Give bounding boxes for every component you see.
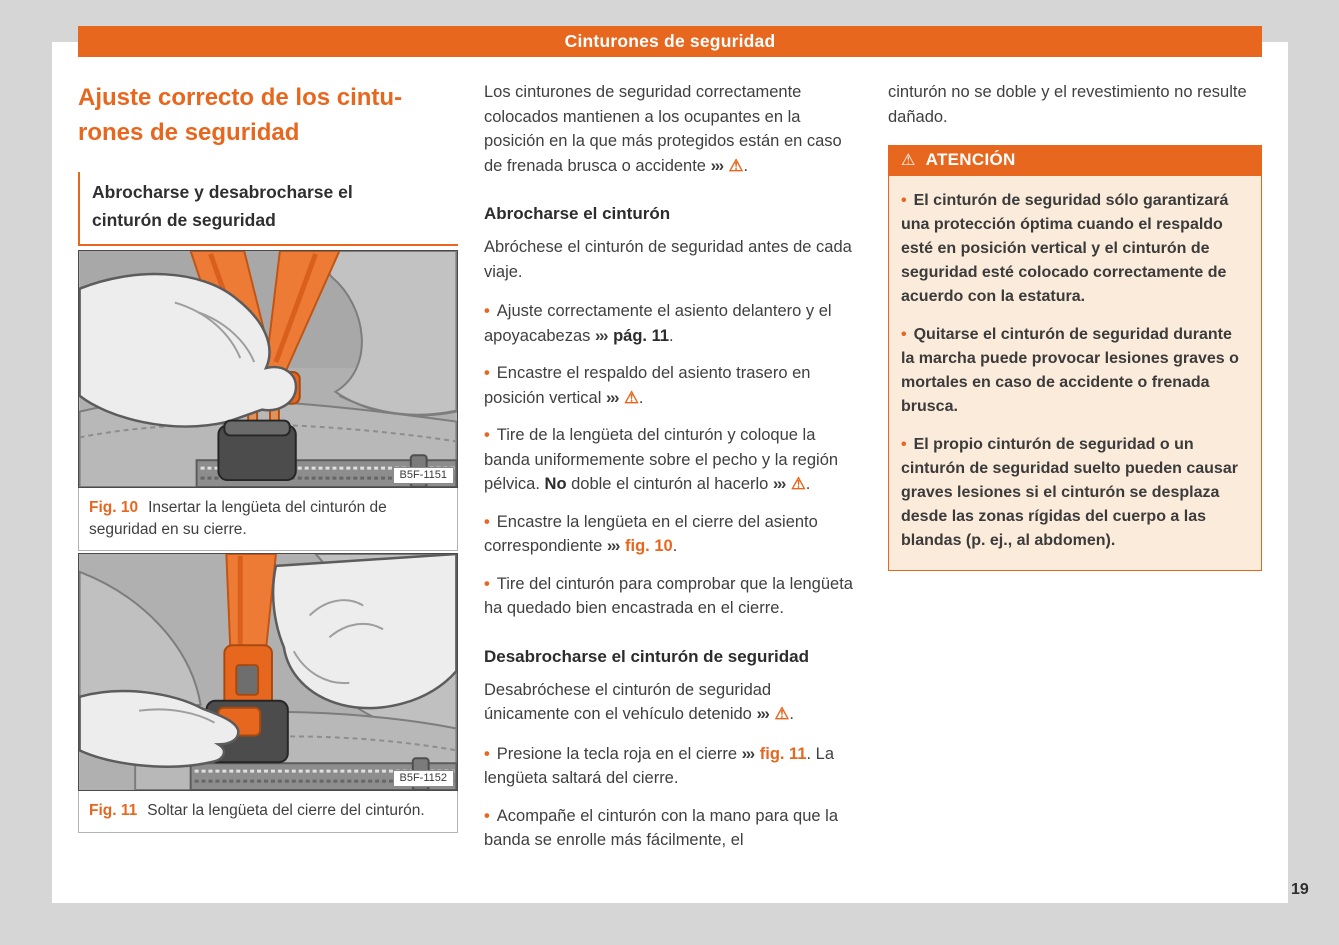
text-run: Acompañe el cinturón con la mano para que la banda se enrolle más fácilmente, el	[484, 806, 838, 849]
right-column	[888, 80, 1262, 571]
attention-item-text: El cinturón de seguridad sólo garantizará una protección óptima cuando el respaldo esté en posición vertical y el cinturón de seguridad esté colocado correctamente de acuerdo con la estatura.	[901, 192, 1229, 305]
text-run: .	[672, 537, 678, 555]
bullet-item	[484, 299, 857, 348]
page-title-line1: Ajuste correcto de los cintu-	[78, 84, 403, 111]
section-heading-line1: Abrocharse y desabrocharse el	[92, 182, 353, 202]
text-run: .	[789, 705, 794, 723]
warning-icon: ⚠	[624, 388, 639, 407]
cross-ref-arrow-icon: ›››	[741, 744, 757, 763]
figure-11-caption	[78, 791, 458, 833]
figure-reference-link[interactable]: fig. 10	[625, 537, 673, 555]
text-run: Ajuste correctamente el asiento delantero y el apoyacabezas	[484, 302, 832, 345]
cross-ref-arrow-icon: ›››	[772, 475, 788, 493]
figure-11	[78, 553, 458, 833]
warning-icon: ⚠	[728, 156, 744, 175]
bullet-icon: •	[484, 744, 490, 763]
attention-item	[901, 189, 1249, 309]
attention-box	[888, 145, 1262, 571]
figure-10-caption	[78, 488, 458, 551]
bullet-icon: •	[484, 806, 490, 825]
text-run: . La lengüeta saltará del cierre.	[484, 744, 835, 787]
figure-11-label: Fig. 11	[89, 802, 138, 819]
cross-ref-arrow-icon: ›››	[605, 388, 622, 407]
bullet-icon: •	[484, 302, 490, 320]
bullet-item	[484, 804, 857, 853]
cross-ref-arrow-icon: ›››	[710, 156, 726, 175]
bullet-icon: •	[484, 364, 490, 382]
text-run: .	[638, 388, 644, 407]
text-run: .	[669, 326, 674, 345]
bullet-icon: •	[484, 426, 490, 444]
bullet-item	[484, 742, 857, 791]
warning-icon: ⚠	[791, 475, 806, 493]
text-run: .	[743, 156, 749, 175]
middle-column	[484, 80, 857, 866]
figure-11-illustration	[78, 553, 458, 791]
paragraph	[484, 235, 857, 284]
figure-10-label: Fig. 10	[89, 499, 139, 516]
page-title	[78, 80, 458, 150]
bullet-item	[484, 572, 857, 621]
warning-triangle-icon: ⚠	[901, 152, 916, 169]
figure-10-illustration	[78, 250, 458, 488]
figure-11-caption-text: Soltar la lengüeta del cierre del cinturón.	[147, 802, 425, 819]
text-run: Presione la tecla roja en el cierre	[496, 744, 742, 763]
bold-text: No	[544, 475, 567, 493]
figure-reference-link[interactable]: fig. 11	[759, 744, 807, 763]
paragraph	[484, 80, 857, 178]
subsection-heading: Desabrocharse el cinturón de seguridad	[484, 646, 809, 666]
continuation-paragraph: cinturón no se doble y el revestimiento no resulte dañado.	[888, 83, 1247, 126]
page-title-line2: rones de seguridad	[78, 119, 300, 146]
text-run: Tire del cinturón para comprobar que la lengüeta ha quedado bien encastrada en el cierre.	[484, 574, 853, 617]
figure-10-code: B5F-1151	[393, 467, 455, 484]
warning-icon: ⚠	[774, 705, 790, 723]
subsection-heading: Abrocharse el cinturón	[484, 204, 671, 223]
section-heading	[78, 172, 458, 246]
cross-ref-arrow-icon: ›››	[606, 537, 622, 555]
belt-buckle-insert-illustration	[79, 251, 457, 487]
page-number: 19	[1291, 881, 1309, 898]
figure-11-code: B5F-1152	[393, 770, 455, 787]
text-run: .	[805, 475, 811, 493]
text-run: Encastre la lengüeta en el cierre del asiento correspondiente	[484, 512, 818, 555]
bullet-icon: •	[901, 436, 907, 453]
attention-list	[889, 176, 1261, 570]
section-heading-line2: cinturón de seguridad	[92, 210, 276, 230]
bullet-icon: •	[484, 574, 490, 593]
belt-buckle-release-illustration	[79, 554, 457, 790]
attention-title: ATENCIÓN	[925, 150, 1016, 169]
left-column	[78, 80, 458, 819]
attention-item	[901, 433, 1249, 553]
bullet-item	[484, 510, 857, 559]
bullet-item	[484, 423, 857, 497]
chapter-banner-title: Cinturones de seguridad	[564, 31, 776, 51]
text-run: Encastre el respaldo del asiento trasero en posición vertical	[484, 364, 811, 407]
text-run: Desabróchese el cinturón de seguridad únicamente con el vehículo detenido	[484, 680, 772, 723]
bullet-icon: •	[901, 326, 907, 343]
figure-10	[78, 250, 458, 551]
attention-item-text: El propio cinturón de seguridad o un cinturón de seguridad suelto pueden causar graves lesiones si el cinturón se desplaza desde las zonas rígidas del cuerpo a las blandas (p. ej., al abdomen).	[901, 436, 1238, 549]
attention-item	[901, 323, 1249, 419]
attention-item-text: Quitarse el cinturón de seguridad durante la marcha puede provocar lesiones graves o mortales en caso de accidente o frenada brusca.	[901, 326, 1239, 415]
figure-10-caption-text: Insertar la lengüeta del cinturón de seguridad en su cierre.	[89, 499, 387, 538]
bullet-icon: •	[901, 192, 907, 209]
paragraph	[484, 678, 857, 727]
text-run: Tire de la lengüeta del cinturón y coloque la banda uniformemente sobre el pecho y la región pélvica.	[484, 426, 839, 493]
cross-ref-arrow-icon: ›››	[595, 326, 611, 345]
attention-header	[889, 146, 1261, 176]
text-run: doble el cinturón al hacerlo	[566, 475, 773, 493]
middle-column-content	[484, 80, 857, 853]
text-run: Los cinturones de seguridad correctamente colocados mantienen a los ocupantes en la posición en la que más protegidos están en caso de frenada brusca o accidente	[484, 83, 842, 175]
bullet-item	[484, 361, 857, 410]
bold-text: pág. 11	[613, 326, 670, 345]
cross-ref-arrow-icon: ›››	[756, 705, 772, 723]
chapter-banner	[78, 26, 1262, 57]
bullet-icon: •	[484, 512, 490, 531]
text-run: Abróchese el cinturón de seguridad antes de cada viaje.	[484, 238, 852, 281]
